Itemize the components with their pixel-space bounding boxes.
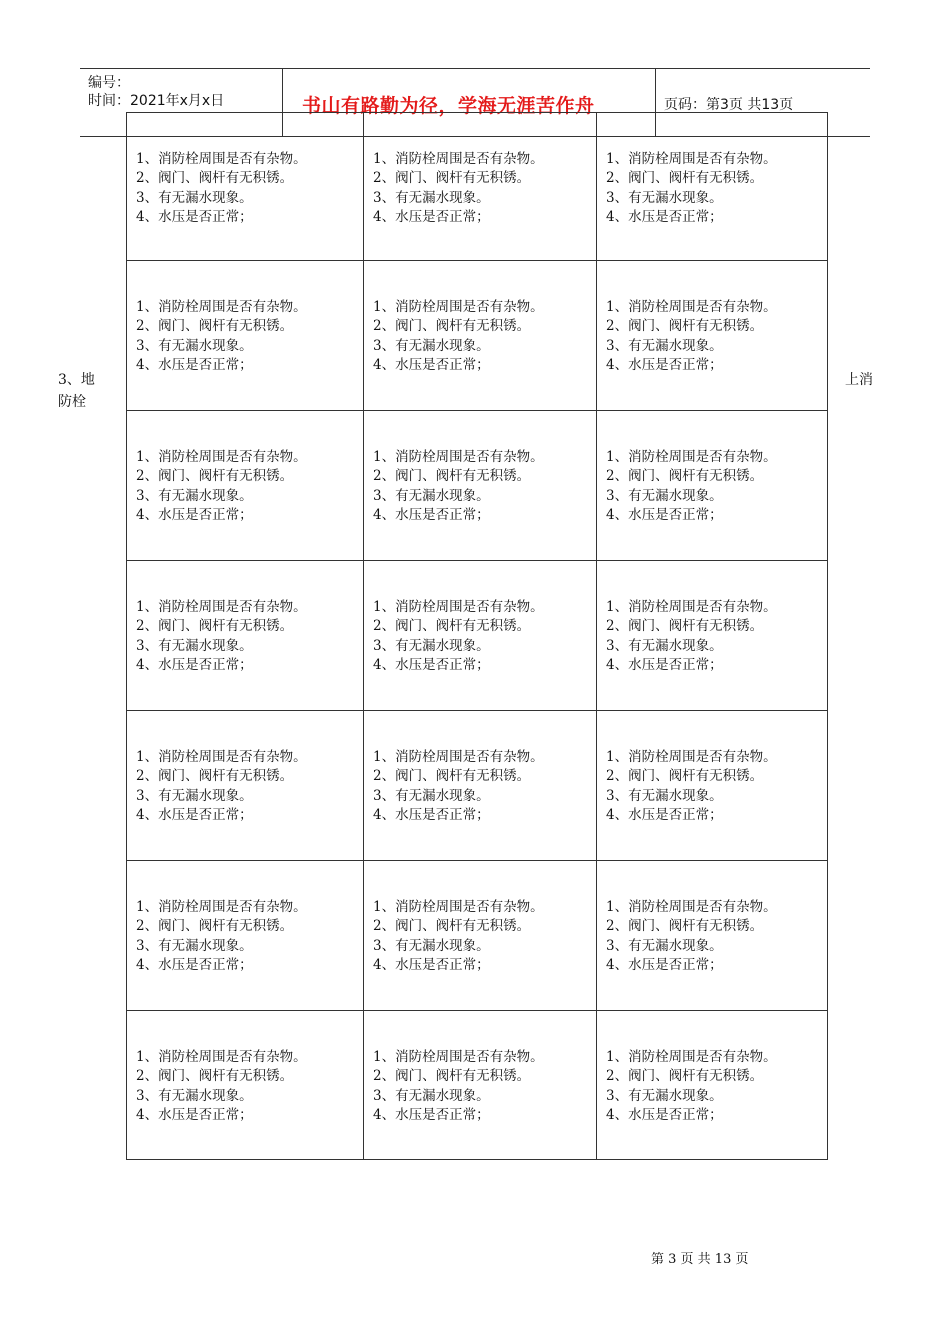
checklist-item: 2、阀门、阀杆有无积锈。 xyxy=(136,918,294,935)
checklist-item: 3、有无漏水现象。 xyxy=(606,1087,723,1104)
checklist xyxy=(606,150,777,227)
checklist xyxy=(373,150,544,227)
checklist-item: 3、有无漏水现象。 xyxy=(136,487,253,504)
checklist-item: 4、水压是否正常； xyxy=(373,506,490,523)
checklist-cell xyxy=(597,1011,827,1159)
checklist-item: 1、消防栓周围是否有杂物。 xyxy=(606,299,777,315)
checklist-cell xyxy=(127,411,364,560)
checklist-item: 3、有无漏水现象。 xyxy=(373,637,490,654)
checklist-item: 1、消防栓周围是否有杂物。 xyxy=(373,299,544,315)
checklist-item: 1、消防栓周围是否有杂物。 xyxy=(606,449,777,465)
checklist-cell xyxy=(127,861,364,1010)
checklist-item: 4、水压是否正常； xyxy=(136,506,253,523)
grid-row xyxy=(127,261,827,411)
checklist-item: 1、消防栓周围是否有杂物。 xyxy=(373,599,544,615)
checklist-item: 2、阀门、阀杆有无积锈。 xyxy=(373,170,531,187)
checklist-item: 4、水压是否正常； xyxy=(606,656,723,673)
checklist-item: 1、消防栓周围是否有杂物。 xyxy=(136,1049,307,1065)
checklist-item: 3、有无漏水现象。 xyxy=(373,487,490,504)
checklist-item: 4、水压是否正常； xyxy=(136,656,253,673)
checklist-item: 2、阀门、阀杆有无积锈。 xyxy=(373,768,531,785)
checklist xyxy=(136,1048,307,1125)
checklist-item: 3、有无漏水现象。 xyxy=(373,189,490,206)
grid-row xyxy=(127,711,827,861)
checklist-item: 1、消防栓周围是否有杂物。 xyxy=(136,899,307,915)
checklist-item: 2、阀门、阀杆有无积锈。 xyxy=(606,318,764,335)
grid-row xyxy=(127,861,827,1011)
grid-row xyxy=(127,411,827,561)
checklist-item: 4、水压是否正常； xyxy=(136,1106,253,1123)
checklist-item: 3、有无漏水现象。 xyxy=(606,337,723,354)
checklist xyxy=(136,598,307,675)
checklist-item: 2、阀门、阀杆有无积锈。 xyxy=(606,170,764,187)
checklist-item: 2、阀门、阀杆有无积锈。 xyxy=(373,918,531,935)
left-side-label-line1: 3、地 xyxy=(58,372,95,388)
checklist-item: 4、水压是否正常； xyxy=(373,356,490,373)
checklist-cell xyxy=(597,261,827,410)
checklist xyxy=(136,298,307,375)
checklist xyxy=(136,898,307,975)
checklist-cell xyxy=(597,711,827,860)
checklist-cell xyxy=(127,261,364,410)
checklist-cell xyxy=(127,1011,364,1159)
checklist-item: 1、消防栓周围是否有杂物。 xyxy=(373,899,544,915)
page-footer: 第 3 页 共 13 页 xyxy=(651,1252,749,1267)
checklist-item: 3、有无漏水现象。 xyxy=(606,189,723,206)
motto-text: 书山有路勤为径，学海无涯苦作舟 xyxy=(302,95,595,117)
checklist-item: 2、阀门、阀杆有无积锈。 xyxy=(136,318,294,335)
checklist-item: 3、有无漏水现象。 xyxy=(373,1087,490,1104)
checklist xyxy=(373,748,544,825)
checklist-item: 3、有无漏水现象。 xyxy=(373,787,490,804)
checklist-item: 3、有无漏水现象。 xyxy=(606,787,723,804)
checklist xyxy=(136,448,307,525)
checklist-item: 3、有无漏水现象。 xyxy=(136,937,253,954)
checklist-cell xyxy=(597,113,827,260)
checklist-cell xyxy=(364,861,597,1010)
checklist-item: 4、水压是否正常； xyxy=(606,956,723,973)
checklist-item: 4、水压是否正常； xyxy=(136,956,253,973)
checklist-item: 1、消防栓周围是否有杂物。 xyxy=(136,599,307,615)
checklist xyxy=(606,748,777,825)
checklist-item: 4、水压是否正常； xyxy=(373,956,490,973)
checklist-item: 2、阀门、阀杆有无积锈。 xyxy=(606,918,764,935)
checklist-item: 1、消防栓周围是否有杂物。 xyxy=(606,599,777,615)
checklist-item: 3、有无漏水现象。 xyxy=(606,637,723,654)
checklist-item: 4、水压是否正常； xyxy=(606,356,723,373)
checklist-cell xyxy=(364,411,597,560)
checklist-item: 2、阀门、阀杆有无积锈。 xyxy=(606,768,764,785)
checklist xyxy=(373,598,544,675)
header-top-rule xyxy=(80,68,870,69)
page-info: 页码：第3页 共13页 xyxy=(664,97,794,113)
checklist-cell xyxy=(364,711,597,860)
checklist-item: 1、消防栓周围是否有杂物。 xyxy=(373,151,544,167)
checklist-item: 2、阀门、阀杆有无积锈。 xyxy=(136,468,294,485)
right-side-label: 上消 xyxy=(845,372,873,388)
checklist-cell xyxy=(364,113,597,260)
grid-row xyxy=(127,113,827,261)
checklist-item: 2、阀门、阀杆有无积锈。 xyxy=(373,468,531,485)
left-side-label xyxy=(58,369,95,413)
checklist xyxy=(136,748,307,825)
checklist xyxy=(136,150,307,227)
checklist-cell xyxy=(127,113,364,260)
checklist-item: 2、阀门、阀杆有无积锈。 xyxy=(606,468,764,485)
checklist-item: 4、水压是否正常； xyxy=(136,806,253,823)
checklist-item: 1、消防栓周围是否有杂物。 xyxy=(136,151,307,167)
checklist-item: 1、消防栓周围是否有杂物。 xyxy=(373,749,544,765)
checklist-item: 2、阀门、阀杆有无积锈。 xyxy=(606,1068,764,1085)
checklist-item: 2、阀门、阀杆有无积锈。 xyxy=(373,1068,531,1085)
checklist-item: 4、水压是否正常； xyxy=(606,1106,723,1123)
grid-row xyxy=(127,1011,827,1159)
checklist-item: 1、消防栓周围是否有杂物。 xyxy=(606,899,777,915)
checklist-item: 2、阀门、阀杆有无积锈。 xyxy=(136,618,294,635)
checklist-item: 3、有无漏水现象。 xyxy=(136,787,253,804)
checklist-item: 3、有无漏水现象。 xyxy=(373,937,490,954)
checklist-item: 2、阀门、阀杆有无积锈。 xyxy=(136,768,294,785)
checklist-item: 3、有无漏水现象。 xyxy=(606,937,723,954)
checklist-item: 4、水压是否正常； xyxy=(136,356,253,373)
checklist xyxy=(373,298,544,375)
checklist-item: 1、消防栓周围是否有杂物。 xyxy=(136,749,307,765)
checklist-item: 3、有无漏水现象。 xyxy=(606,487,723,504)
checklist-cell xyxy=(364,561,597,710)
checklist xyxy=(373,898,544,975)
checklist-item: 2、阀门、阀杆有无积锈。 xyxy=(606,618,764,635)
checklist xyxy=(606,898,777,975)
inspection-grid xyxy=(126,112,828,1160)
checklist-item: 1、消防栓周围是否有杂物。 xyxy=(373,449,544,465)
checklist-item: 3、有无漏水现象。 xyxy=(136,1087,253,1104)
checklist xyxy=(373,1048,544,1125)
checklist-item: 3、有无漏水现象。 xyxy=(373,337,490,354)
checklist xyxy=(606,448,777,525)
checklist-item: 1、消防栓周围是否有杂物。 xyxy=(136,299,307,315)
checklist-cell xyxy=(364,1011,597,1159)
checklist-item: 2、阀门、阀杆有无积锈。 xyxy=(136,170,294,187)
checklist-cell xyxy=(597,561,827,710)
checklist-cell xyxy=(597,861,827,1010)
checklist-cell xyxy=(127,561,364,710)
checklist-item: 1、消防栓周围是否有杂物。 xyxy=(606,1049,777,1065)
checklist xyxy=(606,1048,777,1125)
checklist-item: 1、消防栓周围是否有杂物。 xyxy=(606,749,777,765)
checklist-item: 1、消防栓周围是否有杂物。 xyxy=(136,449,307,465)
checklist xyxy=(606,598,777,675)
checklist-item: 1、消防栓周围是否有杂物。 xyxy=(373,1049,544,1065)
checklist-item: 4、水压是否正常； xyxy=(606,506,723,523)
checklist-item: 3、有无漏水现象。 xyxy=(136,337,253,354)
checklist-item: 2、阀门、阀杆有无积锈。 xyxy=(373,618,531,635)
checklist-cell xyxy=(364,261,597,410)
checklist-item: 4、水压是否正常； xyxy=(373,806,490,823)
checklist-item: 2、阀门、阀杆有无积锈。 xyxy=(373,318,531,335)
checklist-cell xyxy=(127,711,364,860)
checklist-item: 4、水压是否正常； xyxy=(373,208,490,225)
checklist-item: 4、水压是否正常； xyxy=(136,208,253,225)
checklist-item: 4、水压是否正常； xyxy=(606,208,723,225)
time-label: 时间：2021年x月x日 xyxy=(88,93,225,109)
left-side-label-line2: 防栓 xyxy=(58,394,86,410)
checklist-item: 1、消防栓周围是否有杂物。 xyxy=(606,151,777,167)
checklist-item: 4、水压是否正常； xyxy=(373,656,490,673)
checklist-item: 2、阀门、阀杆有无积锈。 xyxy=(136,1068,294,1085)
checklist-item: 3、有无漏水现象。 xyxy=(136,189,253,206)
checklist xyxy=(373,448,544,525)
checklist-item: 3、有无漏水现象。 xyxy=(136,637,253,654)
grid-row xyxy=(127,561,827,711)
checklist xyxy=(606,298,777,375)
serial-label: 编号： xyxy=(88,75,130,91)
checklist-item: 4、水压是否正常； xyxy=(606,806,723,823)
checklist-cell xyxy=(597,411,827,560)
checklist-item: 4、水压是否正常； xyxy=(373,1106,490,1123)
